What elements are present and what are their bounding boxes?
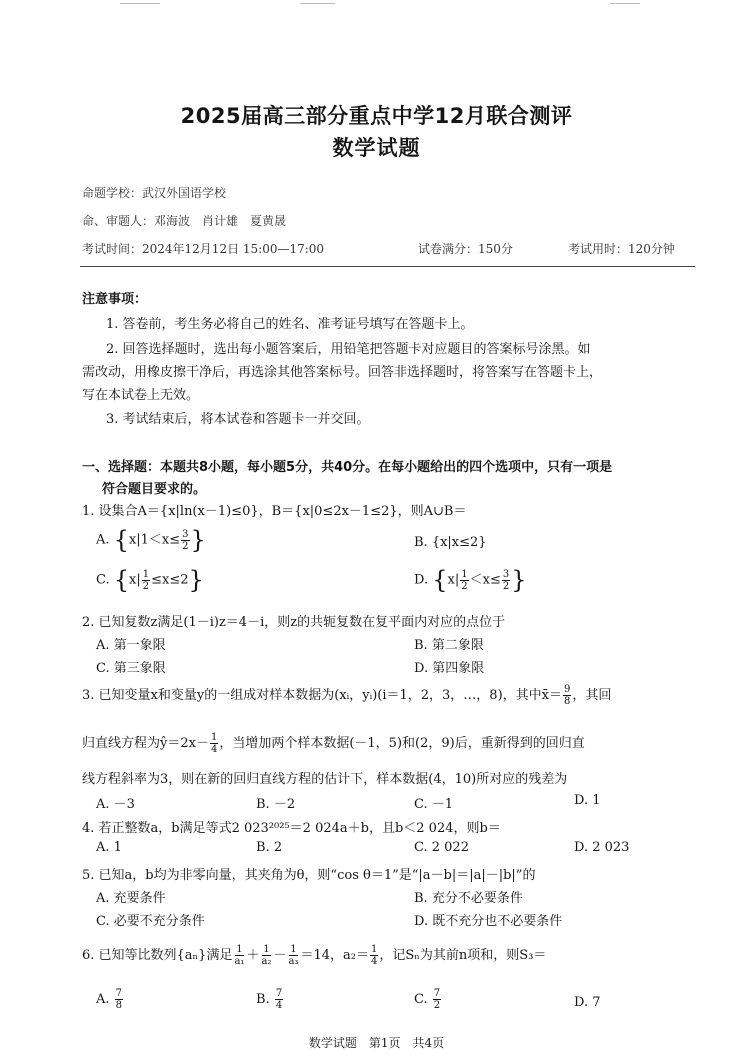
question-4-stem: 4. 若正整数a，b满足等式2 023²⁰²⁵＝2 024a＋b，且b＜2 024，则b＝ bbox=[82, 821, 501, 836]
notice-item: 需改动，用橡皮擦干净后，再选涂其他答案标号。回答非选择题时，将答案写在答题卡上， bbox=[82, 365, 603, 380]
notice-item: 2. 回答选择题时，选出每小题答案后，用铅笔把答题卡对应题目的答案标号涂黑。如 bbox=[106, 342, 591, 357]
q1-option-c: C. {x| $\frac{1}{2}$ ≤x≤2} bbox=[96, 566, 204, 594]
option-label: D. bbox=[414, 572, 429, 588]
q2-option-c: C. 第三象限 bbox=[96, 661, 166, 676]
question-3-line3: 线方程斜率为3，则在新的回归直线方程的估计下，样本数据(4，10)所对应的残差为 bbox=[82, 772, 568, 787]
school-line: 命题学校：武汉外国语学校 bbox=[82, 186, 227, 200]
fraction: $\frac{1}{\text{a₁}}$ bbox=[234, 944, 245, 967]
q1-a-text: x|1＜x≤ bbox=[128, 532, 181, 548]
fraction: $\frac{1}{4}$ bbox=[210, 732, 218, 755]
q3-option-d: D. 1 bbox=[574, 793, 601, 808]
q3-option-b: B. －2 bbox=[256, 797, 296, 812]
exam-subtitle: 数学试题 bbox=[332, 136, 421, 160]
q3-option-c: C. －1 bbox=[414, 797, 454, 812]
option-label: C. bbox=[96, 572, 110, 588]
section-heading-cont: 符合题目要求的。 bbox=[102, 482, 207, 497]
q1-option-a bbox=[96, 528, 206, 552]
fraction: $\frac{1}{\text{a₃}}$ bbox=[288, 944, 299, 967]
fraction: $\frac{7}{4}$ bbox=[275, 988, 283, 1011]
q6-option-b: B. $\frac{7}{4}$ bbox=[256, 988, 283, 1011]
exam-duration: 考试用时：120分钟 bbox=[568, 242, 675, 256]
q1-option-d: D. {x| $\frac{1}{2}$ ＜x≤ $\frac{3}{2}$ } bbox=[414, 566, 527, 594]
q4-option-c: C. 2 022 bbox=[414, 840, 469, 855]
q1-option-b: B. {x|x≤2} bbox=[414, 535, 487, 550]
scan-mark bbox=[610, 3, 640, 4]
notice-title: 注意事项： bbox=[82, 292, 148, 307]
full-score: 试卷满分：150分 bbox=[418, 242, 513, 256]
header-divider bbox=[80, 266, 695, 267]
question-2-stem: 2. 已知复数z满足(1－i)z＝4－i，则z的共轭复数在复平面内对应的点位于 bbox=[82, 615, 506, 630]
authors-line: 命、审题人：邓海波 肖计雄 夏黄晟 bbox=[82, 214, 287, 228]
fraction: $\frac{3}{2}$ bbox=[502, 568, 510, 592]
question-3-line1: 3. 已知变量x和变量y的一组成对样本数据为(xᵢ，yᵢ)(i＝1，2，3，…，8)，其中x̄＝ $\frac{9}{8}$ ，其回 bbox=[82, 684, 612, 707]
q5-option-a: A. 充要条件 bbox=[96, 891, 166, 906]
question-1-stem: 1. 设集合A＝{x|ln(x－1)≤0}，B＝{x|0≤2x－1≤2}，则A∪B＝ bbox=[82, 504, 467, 519]
question-6-stem: 6. 已知等比数列{aₙ}满足 $\frac{1}{\text{a₁}}$ ＋ $\frac{1}{\text{a₂}}$ － $\frac{1}{\text{a₃}}$ ＝14，a₂＝ $\frac{1}{4}$ ，记Sₙ为其前n项和，则S₃＝ bbox=[82, 944, 547, 967]
q4-option-d: D. 2 023 bbox=[574, 840, 630, 855]
fraction: $\frac{1}{4}$ bbox=[370, 944, 378, 967]
q2-option-b: B. 第二象限 bbox=[414, 638, 484, 653]
q6-option-d: D. 7 bbox=[574, 995, 601, 1010]
notice-item: 3. 考试结束后，将本试卷和答题卡一并交回。 bbox=[106, 412, 370, 427]
q5-option-c: C. 必要不充分条件 bbox=[96, 914, 205, 929]
left-brace: { bbox=[432, 566, 448, 594]
q5-option-b: B. 充分不必要条件 bbox=[414, 891, 523, 906]
fraction: $\frac{7}{8}$ bbox=[115, 988, 123, 1011]
question-5-stem: 5. 已知a，b均为非零向量，其夹角为θ，则“cos θ＝1”是“|a－b|＝|a|－|b|”的 bbox=[82, 868, 536, 883]
scan-mark bbox=[300, 3, 335, 4]
fraction: $\frac{9}{8}$ bbox=[563, 684, 571, 707]
right-brace: } bbox=[190, 526, 206, 554]
right-brace: } bbox=[511, 566, 527, 594]
fraction: $\frac{1}{\text{a₂}}$ bbox=[261, 944, 272, 967]
fraction: $\frac{7}{2}$ bbox=[433, 988, 441, 1011]
question-3-line2: 归直线方程为ŷ＝2x－ $\frac{1}{4}$ ，当增加两个样本数据(－1，5)和(2，9)后，重新得到的回归直 bbox=[82, 732, 585, 755]
q5-option-d: D. 既不充分也不必要条件 bbox=[414, 914, 563, 929]
exam-title: 2025届高三部分重点中学12月联合测评 bbox=[180, 104, 573, 128]
q2-option-d: D. 第四象限 bbox=[414, 661, 485, 676]
q4-option-b: B. 2 bbox=[256, 840, 283, 855]
q6-option-a: A. $\frac{7}{8}$ bbox=[96, 988, 123, 1011]
left-brace: { bbox=[113, 566, 130, 594]
left-brace: { bbox=[113, 526, 129, 554]
q4-option-a: A. 1 bbox=[96, 840, 122, 855]
q6-option-c: C. $\frac{7}{2}$ bbox=[414, 988, 441, 1011]
scan-mark bbox=[120, 3, 160, 4]
option-label: A. bbox=[96, 532, 110, 548]
notice-item: 1. 答卷前，考生务必将自己的姓名、准考证号填写在答题卡上。 bbox=[106, 317, 474, 332]
section-heading: 一、选择题：本题共8小题，每小题5分，共40分。在每小题给出的四个选项中，只有一项是 bbox=[82, 460, 613, 475]
page-footer: 数学试题 第1页 共4页 bbox=[308, 1036, 445, 1050]
fraction: $\frac{1}{2}$ bbox=[142, 568, 150, 592]
q2-option-a: A. 第一象限 bbox=[96, 638, 166, 653]
exam-time: 考试时间：2024年12月12日 15:00—17:00 bbox=[82, 242, 325, 256]
notice-item: 写在本试卷上无效。 bbox=[82, 388, 200, 403]
right-brace: } bbox=[188, 566, 204, 594]
fraction: $\frac{3}{2}$ bbox=[182, 528, 189, 552]
fraction: $\frac{1}{2}$ bbox=[461, 568, 468, 592]
q3-option-a: A. －3 bbox=[96, 797, 135, 812]
